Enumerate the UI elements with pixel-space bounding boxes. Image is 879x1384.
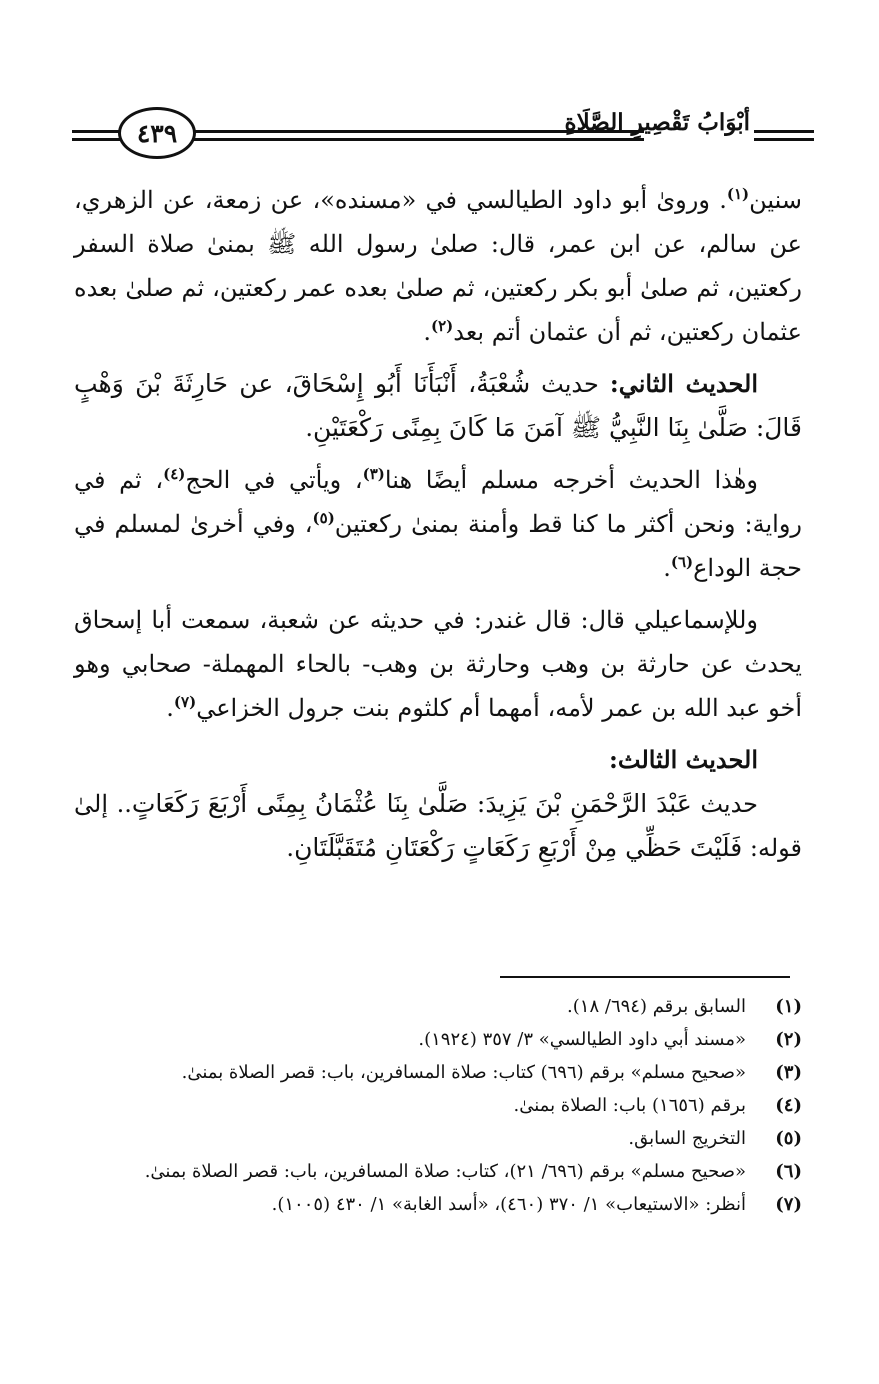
- footnote-text: أنظر: «الاستيعاب» ١/ ٣٧٠ (٤٦٠)، «أسد الغابة» ١/ ٤٣٠ (١٠٠٥).: [271, 1194, 746, 1215]
- running-title: أبْوَابُ تَقْصِيرِ الصَّلَاةِ: [564, 109, 750, 136]
- footnote-ref[interactable]: (٧): [173, 693, 197, 711]
- page-header: [72, 95, 814, 171]
- paragraph: [74, 458, 802, 590]
- text-run: .: [423, 318, 431, 346]
- hadith-quote: فَلَيْتَ حَظِّي مِنْ أَرْبَعِ رَكَعَاتٍ رَكْعَتَانِ مُتَقَبَّلَتَانِ: [294, 833, 743, 862]
- paragraph: [74, 362, 802, 450]
- header-rule: [754, 130, 814, 133]
- footnote: [74, 1188, 802, 1221]
- hadith-heading: الحديث الثاني:: [609, 369, 758, 398]
- footnote-number: (١): [775, 996, 802, 1017]
- hadith-quote: عَبْدَ الرَّحْمَنِ بْنَ يَزِيدَ: صَلَّىٰ بِنَا عُثْمَانُ بِمِنًى أَرْبَعَ رَكَعَاتٍ: [131, 789, 692, 818]
- footnote-ref[interactable]: (١): [726, 185, 750, 203]
- text-run: وهٰذا الحديث أخرجه مسلم أيضًا هنا: [384, 466, 759, 494]
- header-rule: [754, 138, 814, 141]
- text-run: .: [166, 694, 174, 722]
- text-run: . وروىٰ أبو داود الطيالسي في «مسنده»، عن زمعة، عن الزهري، عن سالم، عن ابن عمر، قال: صلىٰ رسول الله ﷺ بمنىٰ صلاة السفر ركعتين، ثم صلىٰ أبو بكر ركعتين، ثم صلىٰ بعده عمر ركعتين، ثم صلىٰ بعده عثمان ركعتين، ثم أن عثمان أتم بعد: [74, 186, 802, 346]
- footnotes: [74, 990, 802, 1221]
- text-run: حديث: [530, 370, 610, 398]
- footnote-ref[interactable]: (٢): [430, 317, 454, 335]
- text-run: سنين: [749, 186, 802, 214]
- footnote-text: برقم (١٦٥٦) باب: الصلاة بمنىٰ.: [513, 1095, 746, 1116]
- footnote: [74, 1122, 802, 1155]
- text-run: .. إلىٰ قوله:: [74, 790, 802, 862]
- footnote-text: التخريج السابق.: [628, 1128, 746, 1149]
- footnote-text: «صحيح مسلم» برقم (٦٩٦/ ٢١)، كتاب: صلاة المسافرين، باب: قصر الصلاة بمنىٰ.: [144, 1161, 746, 1182]
- footnote: [74, 1089, 802, 1122]
- text-run: ، ويأتي في الحج: [185, 466, 363, 494]
- paragraph: [74, 598, 802, 730]
- footnote-ref[interactable]: (٣): [362, 465, 385, 483]
- footnote-text: «صحيح مسلم» برقم (٦٩٦) كتاب: صلاة المسافرين، باب: قصر الصلاة بمنىٰ.: [181, 1062, 746, 1083]
- footnote-number: (٧): [775, 1194, 802, 1215]
- footnote: [74, 990, 802, 1023]
- header-rule: [72, 130, 122, 133]
- footnote-text: السابق برقم (٦٩٤/ ١٨).: [567, 996, 746, 1017]
- text-run: ، وفي أخرىٰ لمسلم في حجة الوداع: [74, 510, 802, 582]
- footnote-number: (٤): [775, 1095, 802, 1116]
- footnote-number: (٣): [775, 1062, 802, 1083]
- footnote: [74, 1023, 802, 1056]
- footnote: [74, 1056, 802, 1089]
- page-number: ٤٣٩: [118, 107, 196, 159]
- hadith-quote: شُعْبَةُ، أَنْبَأَنَا أَبُو إِسْحَاقَ، عن حَارِثَةَ بْنَ وَهْبٍ قَالَ: صَلَّىٰ بِنَا النَّبِيُّ ﷺ آمَنَ مَا كَانَ بِمِنًى رَكْعَتَيْنِ: [74, 369, 802, 442]
- header-rule: [194, 138, 644, 141]
- footnote-ref[interactable]: (٤): [163, 465, 186, 483]
- text-run: .: [663, 554, 671, 582]
- text-run: ، ثم في رواية: ونحن أكثر ما كنا قط وأمنة بمنىٰ ركعتين: [74, 466, 802, 538]
- footnote-number: (٥): [775, 1128, 802, 1149]
- footnote-divider: [500, 976, 790, 978]
- section-heading: الحديث الثالث:: [609, 745, 758, 774]
- paragraph: [74, 782, 802, 870]
- text-run: .: [305, 414, 313, 442]
- paragraph: [74, 178, 802, 354]
- footnote-number: (٦): [775, 1161, 802, 1182]
- main-text: [74, 178, 802, 870]
- footnote-number: (٢): [775, 1029, 802, 1050]
- footnote-ref[interactable]: (٦): [670, 553, 694, 571]
- footnote-ref[interactable]: (٥): [312, 509, 335, 527]
- footnote-text: «مسند أبي داود الطيالسي» ٣/ ٣٥٧ (١٩٢٤).: [418, 1029, 746, 1050]
- header-rule: [72, 138, 122, 141]
- footnote: [74, 1155, 802, 1188]
- text-run: حديث: [691, 790, 759, 818]
- text-run: وللإسماعيلي قال: قال غندر: في حديثه عن شعبة، سمعت أبا إسحاق يحدث عن حارثة بن وهب وحارثة بن وهب- بالحاء المهملة- صحابي وهو أخو عبد الله بن عمر لأمه، أمهما أم كلثوم بنت جرول الخزاعي: [74, 606, 802, 722]
- text-run: .: [286, 834, 295, 862]
